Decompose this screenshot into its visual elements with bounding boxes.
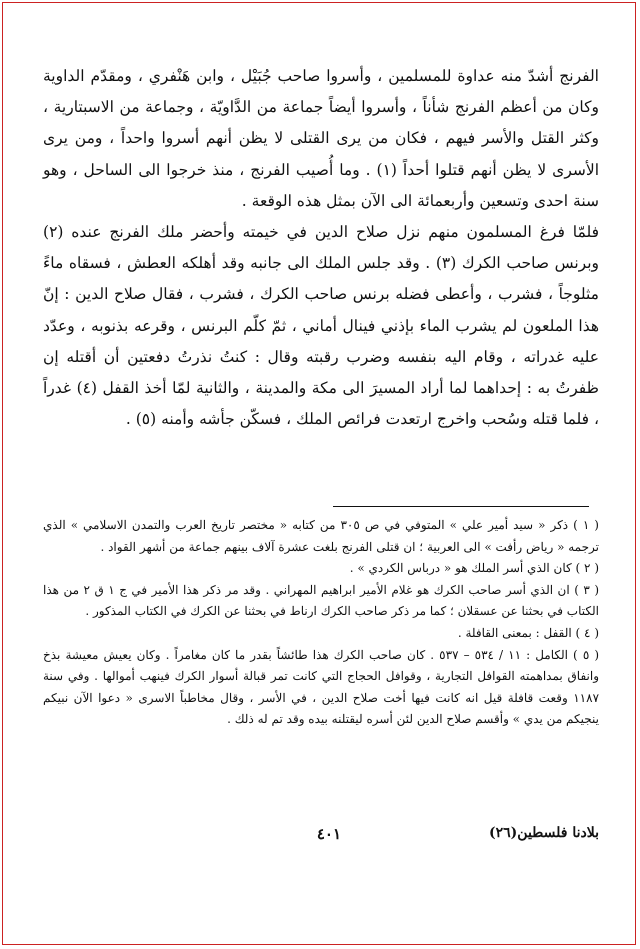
footnote: ( ٢ ) كان الذي أسر الملك هو « درباس الكردي » . [349,561,599,576]
book-page [2,2,636,945]
footnote: ( ٣ ) ان الذي أسر صاحب الكرك هو غلام الأمير ابراهيم المهراني . وقد مر ذكر هذا الأمير في ج ١ ق ٢ من هذا الكتاب في بحثنا عن عسقلان ؛ كما مر ذكر صاحب الكرك ارناط في بحثنا عن الكرك في الكتاب المذكور . [43,582,599,619]
page-number: ٤٠١ [316,825,341,843]
footnote: ( ٤ ) القفل : بمعنى القافلة . [457,625,599,640]
main-text [43,61,599,435]
footnote: ( ١ ) ذكر « سيد أمير علي » المتوفي في ص ٣٠٥ من كتابه « مختصر تاريخ العرب والتمدن الاسلامي » الذي ترجمه « رياض رأفت » الى العربية ؛ ان قتلى الفرنج بلغت عشرة آلاف بينهم جماعة من أشهر القواد . [43,518,599,554]
footnote-separator [333,506,589,507]
footnotes [43,515,599,731]
paragraph: فلمّا فرغ المسلمون منهم نزل صلاح الدين في خيمته وأحضر ملك الفرنج عنده (٢) وبرنس صاحب الكرك (٣) . وقد جلس الملك الى جانبه وقد أهلكه العطش ، فسقاه ماءً مثلوجاً ، فشرب ، وأعطى فضله برنس صاحب الكرك ، فشرب ، فقال صلاح الدين : إنّ هذا الملعون لم يشرب الماء بإذني فينال أماني ، ثمّ كلّم البرنس ، وقرعه بذنوبه ، وعدّد عليه غدراته ، وقام اليه بنفسه وضرب رقبته وقال : كنتُ نذرتُ دفعتين أن أقتله إن ظفرتُ به : إحداهما لما أراد المسيرَ الى مكة والمدينة ، والثانية لمّا أخذ القفل (٤) غدراً ، فلما قتله وسُحب واخرج ارتعدت فرائص الملك ، فسكّن جأشه وأمنه (٥) . [43,223,600,429]
book-title: بلادنا فلسطين(٢٦) [489,825,599,841]
footnote: ( ٥ ) الكامل : ١١ / ٥٣٤ – ٥٣٧ . كان صاحب الكرك هذا طائشاً بقدر ما كان مغامراً . وكان يعيش معيشة بذخ وانفاق بمداهمته القوافل التجارية ، وقوافل الحجاج التي كانت تمر قبالة أسوار الكرك فينهب أموالها . وفي سنة ١١٨٧ وقعت قافلة قيل انه كانت فيها أخت صلاح الدين ، في الأسر ، وقال مخاطباً الاسرى « دعوا الآن نبيكم ينجيكم من يدي » وأقسم صلاح الدين لئن أسره ليقتلنه بيده وقد تم له ذلك . [43,647,600,727]
page-footer [43,825,599,849]
paragraph: الفرنج أشدّ منه عداوة للمسلمين ، وأسروا صاحب جُبَيْل ، وابن هَنْفري ، ومقدّم الداوية وكان من أعظم الفرنج شأناً ، وأسروا أيضاً جماعة من الدَّاويّة ، وجماعة من الاسبتارية ، وكثر القتل والأسر فيهم ، فكان من يرى القتلى لا يظن أنهم أسروا واحداً ، ومن يرى الأسرى لا يظن أنهم قتلوا أحداً (١) . وما أُصيب الفرنج ، منذ خرجوا الى الساحل ، وهو سنة احدى وتسعين وأربعمائة الى الآن بمثل هذه الوقعة . [43,67,600,210]
